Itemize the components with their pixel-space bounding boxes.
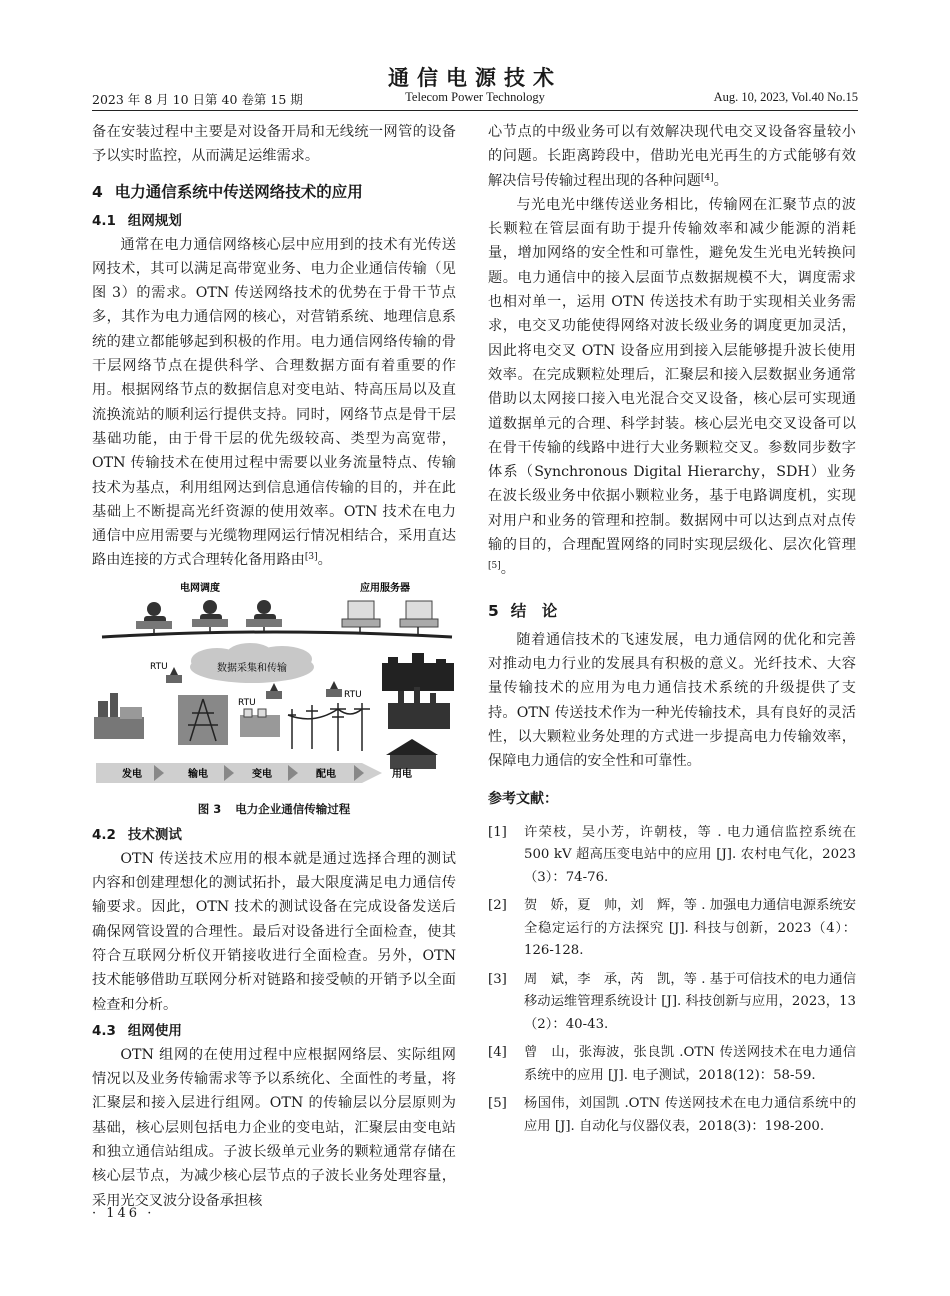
running-header <box>92 60 858 110</box>
issue-en: Aug. 10, 2023, Vol.40 No.15 <box>713 90 858 104</box>
stage-generation: 发电 <box>122 768 142 780</box>
reference-text: 周 斌，李 承，芮 凯，等 . 基于可信技术的电力通信移动运维管理系统设计 [J]. 科技创新与应用，2023，13（2）：40-43. <box>524 971 856 1032</box>
left-column <box>92 120 456 1213</box>
paragraph-4-3: OTN 组网的在使用过程中应根据网络层、实际组网情况以及业务传输需求等予以系统化、全面性的考量，将汇聚层和接入层进行组网。OTN 的传输层以分层原则为基础，核心层则包括电力企业的变电站，汇聚层由变电站和独立通信站组成。子波长级单元业务的颗粒通常存储在核心层节点，为减少核心层节点的子波长业务处理容量，采用光交叉波分设备承担核 <box>92 1046 456 1209</box>
section-title: 结 论 <box>510 601 558 620</box>
figure-caption <box>92 799 456 819</box>
city-skyline-icon <box>382 653 454 691</box>
server-icon <box>342 601 438 627</box>
section-4-2-heading <box>92 823 456 847</box>
citation: [4] <box>700 172 714 183</box>
transmission-tower-icon <box>178 695 228 745</box>
section-number: 4.1 <box>92 212 116 229</box>
rtu-label: RTU <box>150 661 168 672</box>
rtu-label: RTU <box>344 689 362 700</box>
section-number: 4 <box>92 182 103 201</box>
reference-item <box>488 1042 856 1087</box>
section-4-3-heading <box>92 1019 456 1043</box>
section-number: 4.2 <box>92 826 116 843</box>
paragraph-continued: 备在安装过程中主要是对设备开局和无线统一网管的设备予以实时监控，从而满足运维需求。 <box>92 124 456 165</box>
figure-3 <box>92 579 456 799</box>
reference-item <box>488 1093 856 1138</box>
reference-number: [1] <box>488 824 507 840</box>
dispatcher-icon <box>136 600 282 629</box>
reference-item <box>488 969 856 1037</box>
stage-transmission: 输电 <box>188 768 208 780</box>
factory-icon <box>388 687 450 729</box>
reference-text: 许荣枝，吴小芳，许朝枝，等 . 电力通信监控系统在 500 kV 超高压变电站中的应用 [J]. 农村电气化，2023（3）：74-76. <box>524 824 856 885</box>
right-column <box>488 120 856 1144</box>
paragraph-conclusion: 随着通信技术的飞速发展，电力通信网的优化和完善对推动电力行业的发展具有积极的意义。光纤技术、大容量传输技术的应用为电力通信技术系统的升级提供了支持。OTN 传送技术作为一种光传输技术，具有良好的灵活性，以大颗粒业务处理的方式进一步提高电力传输效率，保障电力通信的安全性和可靠性。 <box>488 631 856 770</box>
reference-item <box>488 822 856 890</box>
reference-text: 贺 娇，夏 帅，刘 辉，等 . 加强电力通信电源系统安全稳定运行的方法探究 [J]. 科技与创新，2023（4）：126-128. <box>524 898 856 959</box>
section-number: 5 <box>488 601 499 620</box>
paragraph-4-1: 通常在电力通信网络核心层中应用到的技术有光传送网技术，其可以满足高带宽业务、电力企业通信传输（见图 3）的需求。OTN 传送网络技术的优势在于骨干节点多，其作为电力通信网的核心，对营销系统、地理信息系统的建立都能够起到积极的作用。电力通信网络传输的骨干层网络节点在提供科学、合理数据方面有着重要的作用。根据网络节点的数据信息对变电站、特高压局以及直流换流站的顺利运行提供支持。同时，网络节点是骨干层基础功能，由于骨干层的优先级较高、类型为高宽带，OTN 传输技术在使用过程中需要以业务流量特点、传输技术为基点，利用组网达到信息通信传输的目的，并在此基础上不断提高光纤资源的使用效率。OTN 技术在电力通信中应用需要与光缆物理网运行情况相结合，采用直达路由连接的方式合理转化备用路由[3]。 <box>92 236 456 569</box>
label-grid-dispatch: 电网调度 <box>180 582 220 594</box>
reference-number: [5] <box>488 1096 507 1112</box>
label-data-collection: 数据采集和传输 <box>217 662 287 674</box>
journal-name: 通信电源技术 <box>388 65 562 90</box>
paragraph-relay: 与光电光中继传送业务相比，传输网在汇聚节点的波长颗粒在管层面有助于提升传输效率和减少能源的消耗量，增加网络的安全性和可靠性，避免发生光电光转换问题。电力通信中的接入层面节点数据规模不大，调度需求也相对单一，运用 OTN 传送技术有助于实现相关业务需求，电交叉功能使得网络对波长级业务的调度更加灵活，因此将电交叉 OTN 设备应用到接入层能够提升波长使用效率。在完成颗粒处理后，汇聚层和接入层数据业务通常借助以太网接口接入电光混合交叉设备，核心层可实现通道数据单元的合理、科学封装。核心层光电交叉设备可以在骨干传输的线路中进行大业务颗粒交叉。参数同步数字体系（Synchronous Digital Hierarchy，SDH）业务在波长级业务中依据小颗粒业务，基于电路调度机，实现对用户和业务的管理和控制。数据网中可以达到点对点传输的目的，合理配置网络的同时实现层级化、层次化管理[5]。 <box>488 196 856 578</box>
journal-en: Telecom Power Technology <box>405 90 545 104</box>
reference-item <box>488 895 856 963</box>
house-icon <box>386 739 438 769</box>
references-heading: 参考文献： <box>488 791 558 808</box>
reference-text: 杨国伟，刘国凯 .OTN 传送网技术在电力通信系统中的应用 [J]. 自动化与仪器仪表，2018(3)：198-200. <box>524 1096 856 1134</box>
label-app-server: 应用服务器 <box>360 582 410 594</box>
stage-distribution: 配电 <box>316 768 336 780</box>
rtu-label: RTU <box>238 697 256 708</box>
figure-number: 图 3 <box>197 801 222 816</box>
citation: [5] <box>488 561 501 572</box>
citation: [3] <box>304 552 318 563</box>
header-rule <box>92 110 858 111</box>
section-title: 电力通信系统中传送网络技术的应用 <box>114 182 363 201</box>
substation-icon <box>240 709 280 737</box>
reference-list <box>488 822 856 1139</box>
section-title: 组网规划 <box>127 212 182 229</box>
distribution-line-icon <box>288 703 370 751</box>
paragraph-4-2: OTN 传送技术应用的根本就是通过选择合理的测试内容和创建理想化的测试拓扑，最大限度满足电力通信传输要求。因此，OTN 技术的测试设备在完成设备发送后确保网管设置的合理性。最后对设备进行全面检查，使其符合互联网分析仪开销接收进行全面检查。另外，OTN 技术能够借助互联网分析对链路和接受帧的开销予以全面检查和分析。 <box>92 850 456 1013</box>
section-title: 技术测试 <box>127 826 182 843</box>
section-4-heading <box>92 179 456 205</box>
issue-cn: 2023 年 8 月 10 日第 40 卷第 15 期 <box>92 92 303 107</box>
paragraph-continued: 心节点的中级业务可以有效解决现代电交叉设备容量较小的问题。长距离跨段中，借助光电光再生的方式能够有效解决信号传输过程出现的各种问题[4]。 <box>488 124 856 189</box>
page-number: · 146 · <box>92 1206 155 1221</box>
section-title: 组网使用 <box>127 1022 182 1039</box>
section-5-heading <box>488 598 856 624</box>
figure-title: 电力企业通信传输过程 <box>235 801 351 816</box>
power-communication-diagram <box>92 579 456 799</box>
stage-transformation: 变电 <box>252 768 272 780</box>
stage-consumption: 用电 <box>392 768 412 780</box>
power-plant-icon <box>94 693 144 739</box>
reference-number: [3] <box>488 971 507 987</box>
section-number: 4.3 <box>92 1022 116 1039</box>
reference-number: [4] <box>488 1045 507 1061</box>
reference-number: [2] <box>488 898 507 914</box>
section-4-1-heading <box>92 209 456 233</box>
reference-text: 曾 山，张海波，张良凯 .OTN 传送网技术在电力通信系统中的应用 [J]. 电子测试，2018(12)：58-59. <box>524 1045 856 1083</box>
